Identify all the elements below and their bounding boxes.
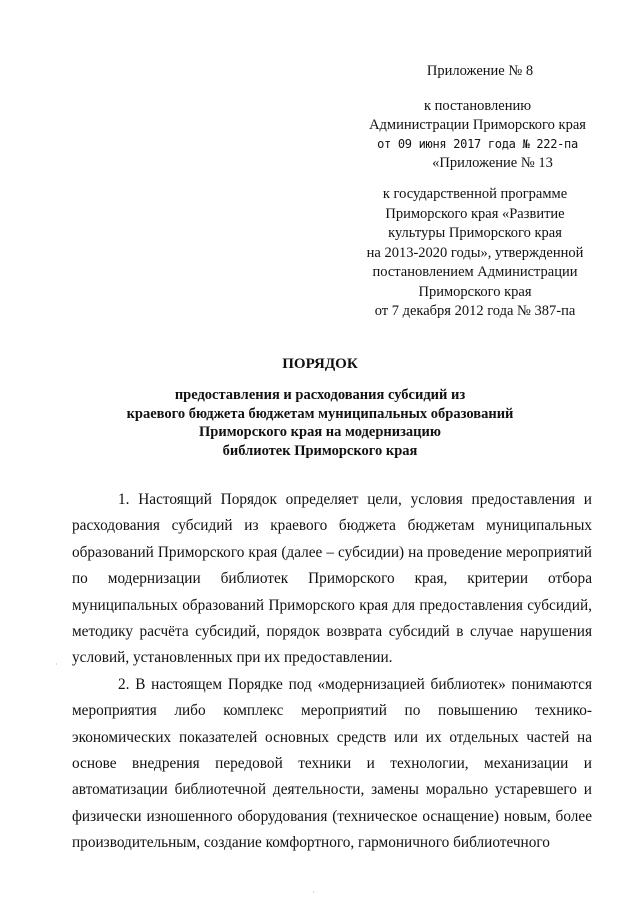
subtitle-line: библиотек Приморского края xyxy=(222,442,418,459)
subtitle-line: Приморского края на модернизацию xyxy=(199,424,441,440)
scan-speck: · xyxy=(55,660,58,669)
program-line: к государственной программе xyxy=(382,186,568,202)
document-title: ПОРЯДОК xyxy=(282,356,358,372)
program-line: постановлением Администрации xyxy=(372,264,578,280)
program-reference xyxy=(330,185,620,322)
decree-reference xyxy=(340,97,615,173)
paragraph-2: 2. В настоящем Порядке под «модернизацией библиотек» понимаются мероприятия либо комплекс мероприятий по повышению технико-экономических показателей основных средств или их отдельных частей на основе внедрения передовой техники и технологии, механизации и автоматизации библиотечной деятельности, замены морально устаревшего и физически изношенного оборудования (техническое оснащение) новым, более производительным, создание комфортного, гармоничного библиотечного xyxy=(72,675,592,852)
document-subtitle xyxy=(110,386,530,460)
program-line: Приморского края «Развитие xyxy=(385,205,565,222)
subtitle-line: краевого бюджета бюджетам муниципальных образований xyxy=(126,405,514,422)
program-line: от 7 декабря 2012 года № 387-па xyxy=(374,303,576,319)
program-line: Приморского края xyxy=(418,283,532,300)
body-text xyxy=(72,487,592,857)
subtitle-line: предоставления и расходования субсидий из xyxy=(174,387,466,403)
paragraph-1: 1. Настоящий Порядок определяет цели, условия предоставления и расходования субсидий из краевого бюджета бюджетам муниципальных образований Приморского края (далее – субсидии) на проведение мероприятий по модернизации библиотек Приморского края, критерии отбора муниципальных образований Приморского края для предоставления субсидий, методику расчёта субсидий, порядок возврата субсидий в случае нарушения условий, установленных при их предоставлении. xyxy=(72,491,592,667)
appendix-label: Приложение № 8 xyxy=(426,63,534,79)
decree-line: Администрации Приморского края xyxy=(369,117,586,133)
original-appendix-label: «Приложение № 13 xyxy=(432,155,553,171)
decree-date-stamp: от 09 июня 2017 года № 222-па xyxy=(377,137,578,151)
program-line: на 2013-2020 годы», утвержденной xyxy=(366,244,584,261)
scan-speck: · xyxy=(312,888,315,897)
program-line: культуры Приморского края xyxy=(388,225,562,241)
decree-line: к постановлению xyxy=(423,98,532,114)
